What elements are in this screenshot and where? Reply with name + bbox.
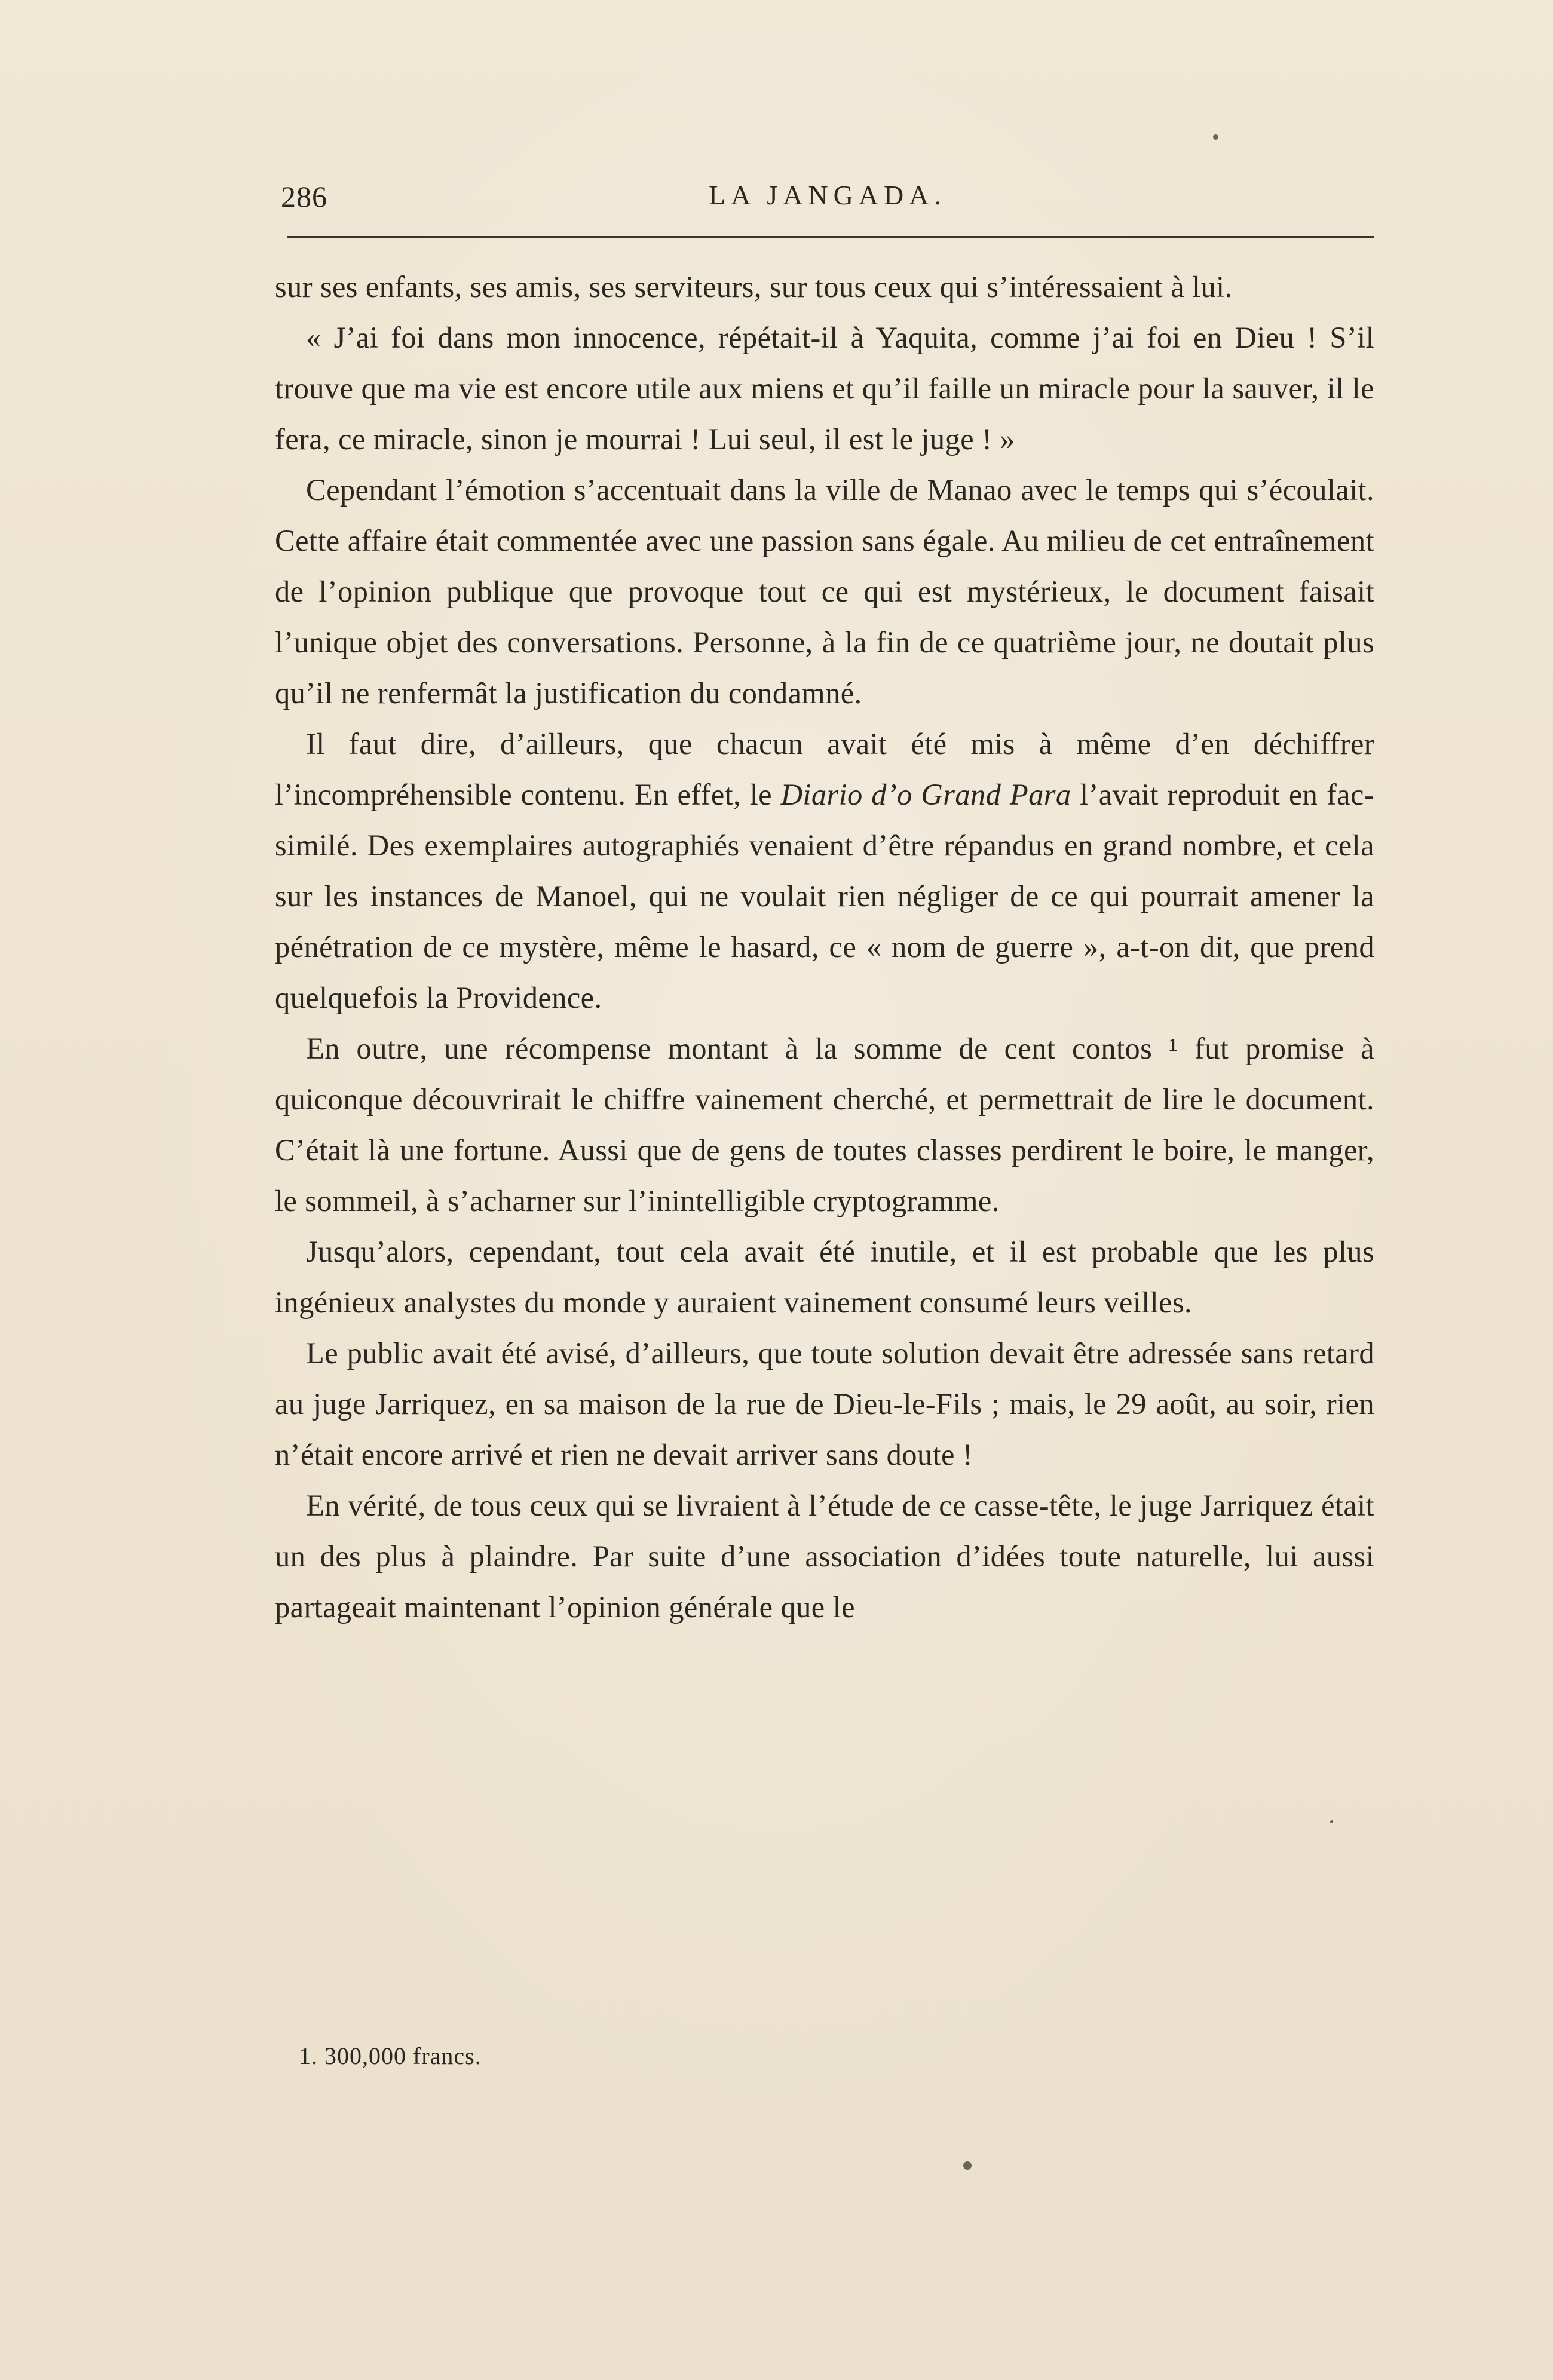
- paragraph: Le public avait été avisé, d’ailleurs, que toute solution devait être adressée sans retard au juge Jarriquez, en sa maison de la rue de Dieu-le-Fils ; mais, le 29 août, au soir, rien n’était encore arrivé et rien ne devait arriver sans doute !: [275, 1336, 1374, 1471]
- page-header: [281, 173, 1374, 227]
- paragraph: En vérité, de tous ceux qui se livraient à l’étude de ce casse-tête, le juge Jarriquez était un des plus à plaindre. Par suite d’une association d’idées toute naturelle, lui aussi partageait maintenant l’opinion générale que le: [275, 1489, 1374, 1624]
- footnote: 1. 300,000 francs.: [299, 2042, 482, 2069]
- paragraph: [275, 719, 1374, 1023]
- paragraph-text: l’avait reproduit en fac-similé. Des exemplaires autographiés venaient d’être répandus en grand nombre, et cela sur les instances de Manoel, qui ne voulait rien négliger de ce qui pourrait amener la pénétration de ce mystère, même le hasard, ce « nom de guerre », a-t-on dit, que prend quelquefois la Providence.: [275, 778, 1375, 1014]
- paragraph: En outre, une récompense montant à la somme de cent contos ¹ fut promise à quiconque découvrirait le chiffre vainement cherché, et permettrait de lire le document. C’était là une fortune. Aussi que de gens de toutes classes perdirent le boire, le manger, le sommeil, à s’acharner sur l’inintelligible cryptogramme.: [275, 1032, 1374, 1217]
- paper-speck: [963, 2161, 972, 2170]
- header-rule: [287, 236, 1374, 238]
- newspaper-title: Diario d’o Grand Para: [780, 778, 1071, 811]
- page-number: 286: [281, 180, 327, 213]
- paragraph: Cependant l’émotion s’accentuait dans la ville de Manao avec le temps qui s’écoulait. Cette affaire était commentée avec une passion sans égale. Au milieu de cet entraînement de l’opinion publique que provoque tout ce qui est mystérieux, le document faisait l’unique objet des conversations. Personne, à la fin de ce quatrième jour, ne doutait plus qu’il ne renfermât la justification du condamné.: [275, 473, 1374, 710]
- body-text: [275, 262, 1374, 1633]
- paragraph: Jusqu’alors, cependant, tout cela avait été inutile, et il est probable que les plus ingénieux analystes du monde y auraient vainement consumé leurs veilles.: [275, 1235, 1374, 1319]
- paper-speck: [1330, 1820, 1333, 1823]
- paragraph: sur ses enfants, ses amis, ses serviteurs, sur tous ceux qui s’intéressaient à lui.: [275, 270, 1233, 303]
- paragraph: « J’ai foi dans mon innocence, répétait-il à Yaquita, comme j’ai foi en Dieu ! S’il trouve que ma vie est encore utile aux miens et qu’il faille un miracle pour la sauver, il le fera, ce miracle, sinon je mourrai ! Lui seul, il est le juge ! »: [275, 321, 1374, 456]
- paragraph-text: Il faut dire, d’ailleurs, que chacun avait été mis à même d’en déchiffrer l’incompréhensible contenu. En effet, le: [275, 727, 1374, 811]
- paper-speck: [1213, 134, 1218, 140]
- running-title: LA JANGADA.: [709, 180, 946, 210]
